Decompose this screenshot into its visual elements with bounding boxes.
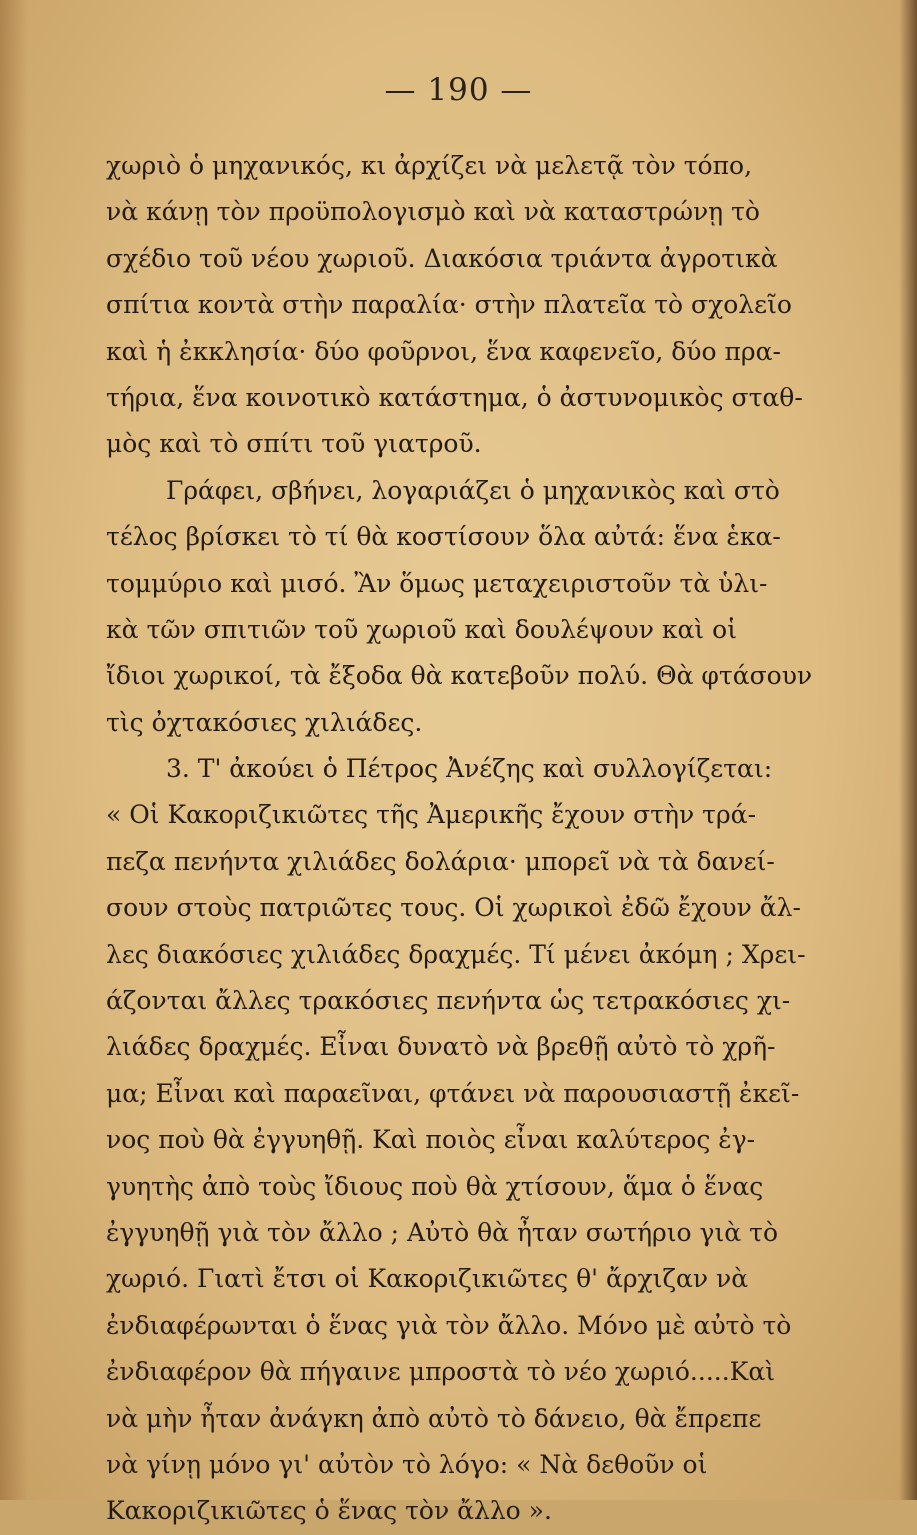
text-line: τὶς ὀχτακόσιες χιλιάδες. bbox=[106, 707, 423, 737]
text-line: καὶ ἡ ἐκκλησία· δύο φοῦρνοι, ἕνα καφενεῖο, δύο πρα- bbox=[106, 336, 781, 366]
text-line: κὰ τῶν σπιτιῶν τοῦ χωριοῦ καὶ δουλέψουν καὶ οἱ bbox=[106, 614, 737, 644]
text-line: τέλος βρίσκει τὸ τί θὰ κοστίσουν ὅλα αὐτά: ἕνα ἑκα- bbox=[106, 522, 781, 552]
text-line: ἐνδιαφέρωνται ὁ ἕνας γιὰ τὸν ἄλλο. Μόνο μὲ αὐτὸ τὸ bbox=[106, 1310, 792, 1340]
text-line: νὰ γίνῃ μόνο γι' αὐτὸν τὸ λόγο: « Νὰ δεθοῦν οἱ bbox=[106, 1449, 708, 1479]
text-line: « Οἱ Κακοριζικιῶτες τῆς Ἀμερικῆς ἔχουν στὴν τρά- bbox=[106, 800, 757, 830]
text-line: 3. Τ' ἀκούει ὁ Πέτρος Ἀνέζης καὶ συλλογίζεται: bbox=[166, 754, 773, 784]
text-line: ἴδιοι χωρικοί, τὰ ἔξοδα θὰ κατεβοῦν πολύ. Θὰ φτάσουν bbox=[106, 661, 813, 691]
text-line: ἐνδιαφέρον θὰ πήγαινε μπροστὰ τὸ νέο χωριό.....Καὶ bbox=[106, 1357, 776, 1387]
text-line: σπίτια κοντὰ στὴν παραλία· στὴν πλατεῖα τὸ σχολεῖο bbox=[106, 290, 792, 320]
text-line: Κακοριζικιῶτες ὁ ἕνας τὸν ἄλλο ». bbox=[106, 1496, 552, 1526]
text-line: άζονται ἄλλες τρακόσιες πενήντα ὡς τετρακόσιες χι- bbox=[106, 986, 791, 1016]
text-line: μα; Εἶναι καὶ παραεῖναι, φτάνει νὰ παρουσιαστῇ ἐκεῖ- bbox=[106, 1078, 800, 1108]
text-line: Γράφει, σβήνει, λογαριάζει ὁ μηχανικὸς καὶ στὸ bbox=[166, 475, 780, 505]
text-line: γυητὴς ἀπὸ τοὺς ἴδιους ποὺ θὰ χτίσουν, ἅμα ὁ ἕνας bbox=[106, 1171, 764, 1201]
text-line: σχέδιο τοῦ νέου χωριοῦ. Διακόσια τριάντα ἀγροτικὰ bbox=[106, 243, 778, 273]
text-line: λιάδες δραχμές. Εἶναι δυνατὸ νὰ βρεθῇ αὐτὸ τὸ χρῆ- bbox=[106, 1032, 776, 1062]
body-text bbox=[106, 143, 911, 1535]
page-number: — 190 — bbox=[384, 72, 533, 108]
text-line: τομμύριο καὶ μισό. Ἂν ὅμως μεταχειριστοῦν τὰ ὑλι- bbox=[106, 568, 768, 598]
text-line: μὸς καὶ τὸ σπίτι τοῦ γιατροῦ. bbox=[106, 429, 482, 459]
text-line: νος ποὺ θὰ ἐγγυηθῇ. Καὶ ποιὸς εἶναι καλύτερος ἐγ- bbox=[106, 1125, 756, 1155]
text-line: πεζα πενήντα χιλιάδες δολάρια· μπορεῖ νὰ τὰ δανεί- bbox=[106, 846, 775, 876]
text-line: νὰ κάνῃ τὸν προϋπολογισμὸ καὶ νὰ καταστρώνῃ τὸ bbox=[106, 197, 760, 227]
text-line: νὰ μὴν ἦταν ἀνάγκη ἀπὸ αὐτὸ τὸ δάνειο, θὰ ἔπρεπε bbox=[106, 1403, 762, 1433]
text-line: χωριὸ ὁ μηχανικός, κι ἀρχίζει νὰ μελετᾷ τὸν τόπο, bbox=[106, 151, 753, 180]
text-line: λες διακόσιες χιλιάδες δραχμές. Τί μένει ἀκόμη ; Χρει- bbox=[106, 939, 806, 969]
text-line: τήρια, ἕνα κοινοτικὸ κατάστημα, ὁ ἀστυνομικὸς σταθ- bbox=[106, 382, 803, 412]
text-line: ἐγγυηθῇ γιὰ τὸν ἄλλο ; Αὐτὸ θὰ ἦταν σωτήριο γιὰ τὸ bbox=[106, 1217, 778, 1247]
text-line: χωριό. Γιατὶ ἔτσι οἱ Κακοριζικιῶτες θ' ἄρχιζαν νὰ bbox=[106, 1264, 749, 1294]
text-line: σουν στοὺς πατριῶτες τους. Οἱ χωρικοὶ ἐδῶ ἔχουν ἄλ- bbox=[106, 893, 801, 923]
